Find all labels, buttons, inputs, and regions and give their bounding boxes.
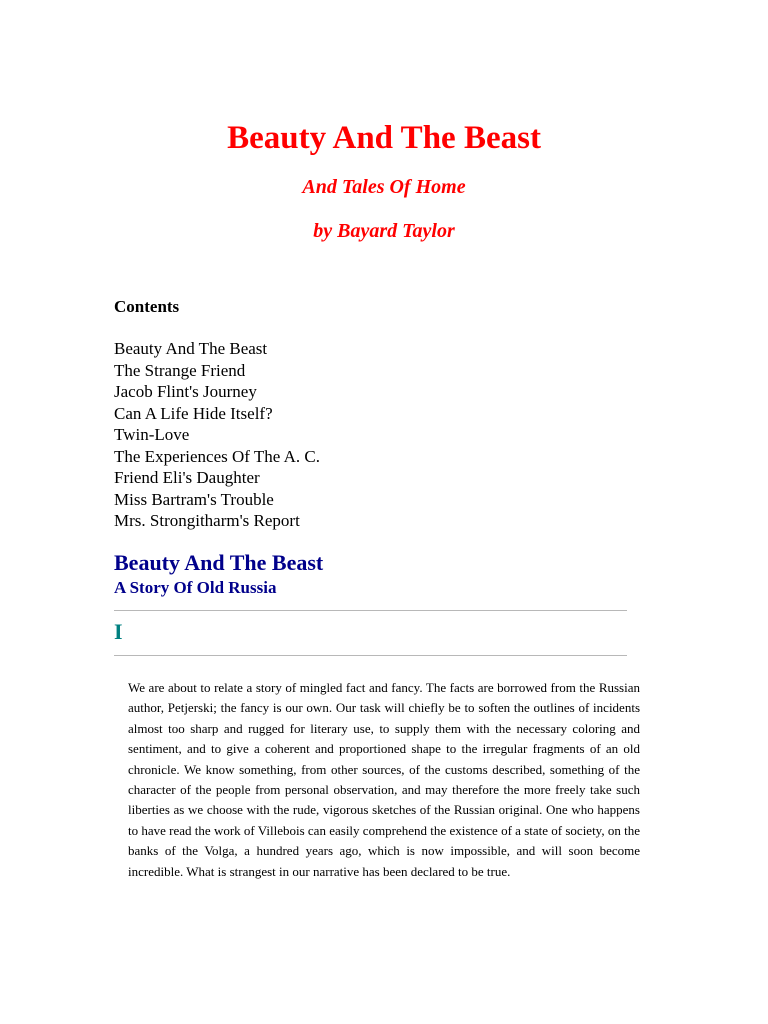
horizontal-rule-bottom [114, 655, 627, 656]
story-title: Beauty And The Beast [114, 550, 324, 575]
toc-item-mrs-strongitharms-report[interactable]: Mrs. Strongitharm's Report [114, 511, 300, 530]
toc-item-jacob-flints-journey[interactable]: Jacob Flint's Journey [114, 382, 257, 401]
chapter-paragraph: We are about to relate a story of mingled fact and fancy. The facts are borrowed from the Russian author, Petjerski; the fancy is our own. Our task will chiefly be to soften the outlines of incidents almost too sharp and rugged for literary use, to supply them with the necessary coloring and sentiment, and to give a coherent and proportioned shape to the irregular fragments of an old chronicle. We know something, from other sources, of the customs described, something of the character of the people from personal observation, and may therefore the more freely take such liberties as we choose with the rude, vigorous sketches of the Russian original. One who happens to have read the work of Villebois can easily comprehend the existence of a state of society, on the banks of the Volga, a hundred years ago, which is now impossible, and will soon become incredible. What is strangest in our narrative has been declared to be true. [128, 680, 640, 879]
toc-item-can-a-life-hide-itself[interactable]: Can A Life Hide Itself? [114, 403, 273, 423]
toc-item-experiences-of-the-ac[interactable]: The Experiences Of The A. C. [114, 446, 320, 466]
toc-item-twin-love[interactable]: Twin-Love [114, 425, 190, 444]
story-subtitle: A Story Of Old Russia [114, 578, 277, 597]
book-author: by Bayard Taylor [313, 220, 455, 242]
book-title: Beauty And The Beast [227, 120, 541, 156]
toc-item-beauty-and-the-beast[interactable]: Beauty And The Beast [114, 339, 268, 358]
table-of-contents [114, 338, 320, 532]
toc-item-miss-bartrams-trouble[interactable]: Miss Bartram's Trouble [114, 489, 274, 509]
toc-item-the-strange-friend[interactable]: The Strange Friend [114, 360, 246, 380]
chapter-number: I [114, 619, 123, 644]
book-subtitle: And Tales Of Home [302, 176, 466, 198]
horizontal-rule-top [114, 610, 627, 611]
contents-heading: Contents [114, 297, 180, 316]
toc-item-friend-elis-daughter[interactable]: Friend Eli's Daughter [114, 468, 260, 487]
